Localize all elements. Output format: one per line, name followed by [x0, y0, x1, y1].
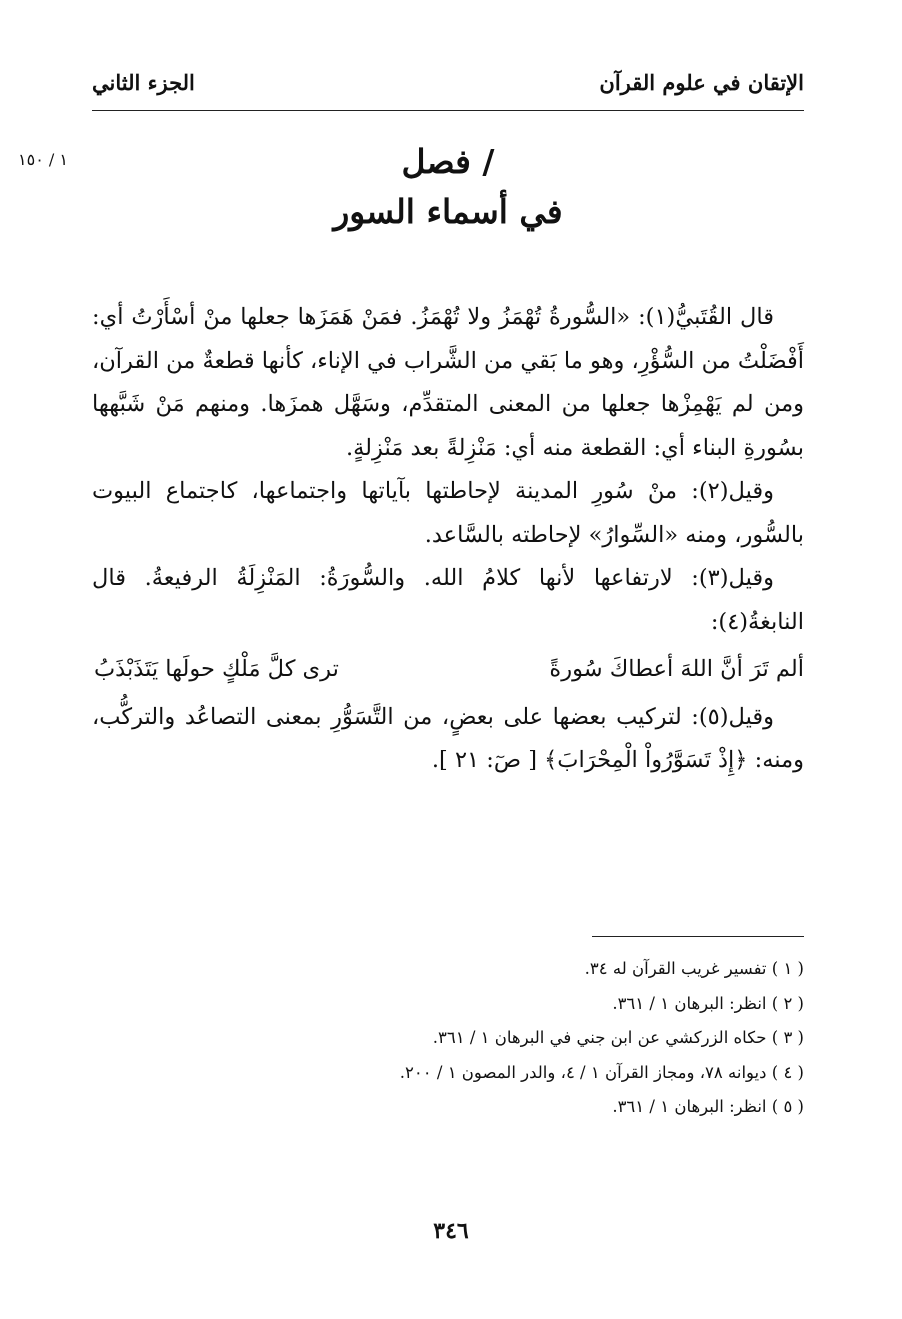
footnote-item: ( ٤ ) ديوانه ٧٨، ومجاز القرآن ١ / ٤، والدر المصون ١ / ٢٠٠. [399, 1062, 804, 1082]
volume-label: الجزء الثاني [92, 70, 195, 95]
section-heading [92, 138, 804, 238]
paragraph-2: وقيل(٢): منْ سُورِ المدينة لإحاطتها بآياتها واجتماعها، كاجتماع البيوت بالسُّور، ومنه «السِّوارُ» لإحاطته بالسَّاعد. [92, 478, 804, 548]
running-header [92, 66, 804, 106]
paragraph-3: وقيل(٣): لارتفاعها لأنها كلامُ الله. والسُّورَةُ: المَنْزِلَةُ الرفيعةُ. قال النابغةُ(٤): [92, 565, 804, 635]
footnotes [92, 952, 804, 1125]
footnote-item: ( ٥ ) انظر: البرهان ١ / ٣٦١. [612, 1097, 804, 1116]
footnote-item: ( ٢ ) انظر: البرهان ١ / ٣٦١. [612, 993, 804, 1013]
book-title: الإتقان في علوم القرآن [599, 70, 804, 95]
footnote-item: ( ١ ) تفسير غريب القرآن له ٣٤. [584, 959, 804, 978]
poetry-verse [92, 648, 804, 692]
margin-reference: ١ / ١٥٠ [18, 150, 68, 169]
verse-first-hemistich: ألم تَرَ أنَّ اللهَ أعطاكَ سُورةً [549, 656, 804, 682]
footnote-item: ( ٣ ) حكاه الزركشي عن ابن جني في البرهان ١ / ٣٦١. [432, 1028, 804, 1047]
paragraph-4: وقيل(٥): لتركيب بعضها على بعضٍ، من التَّسَوُّرِ بمعنى التصاعُد والتركُّب، ومنه: ﴿إِذْ تَسَوَّرُواْ الْمِحْرَابَ﴾ [ صٓ: ٢١ ]. [92, 703, 804, 773]
main-text [92, 296, 804, 783]
section-title-line1: / فصل [401, 142, 495, 181]
header-rule [92, 110, 804, 111]
footnote-rule [592, 936, 804, 937]
page-number: ٣٤٦ [433, 1218, 469, 1244]
section-title-line2: في أسماء السور [333, 192, 563, 231]
paragraph-1: قال القُتَبيُّ(١): «السُّورةُ تُهْمَزُ ولا تُهْمَزُ. فمَنْ هَمَزَها جعلها منْ أسْأَرْتُ أي: أَفْضَلْتُ من السُّؤْرِ، وهو ما بَقي من الشَّراب في الإناء، كأنها قطعةٌ من القرآن، ومن لم يَهْمِزْها جعلها من المعنى المتقدِّم، وسَهَّل همزَها. ومنهم مَنْ شَبَّهها بسُورةِ البناء أي: القطعة منه أي: مَنْزِلةً بعد مَنْزِلةٍ. [92, 304, 804, 461]
verse-second-hemistich: ترى كلَّ مَلْكٍ حولَها يَتَذَبْذَبُ [94, 656, 339, 682]
